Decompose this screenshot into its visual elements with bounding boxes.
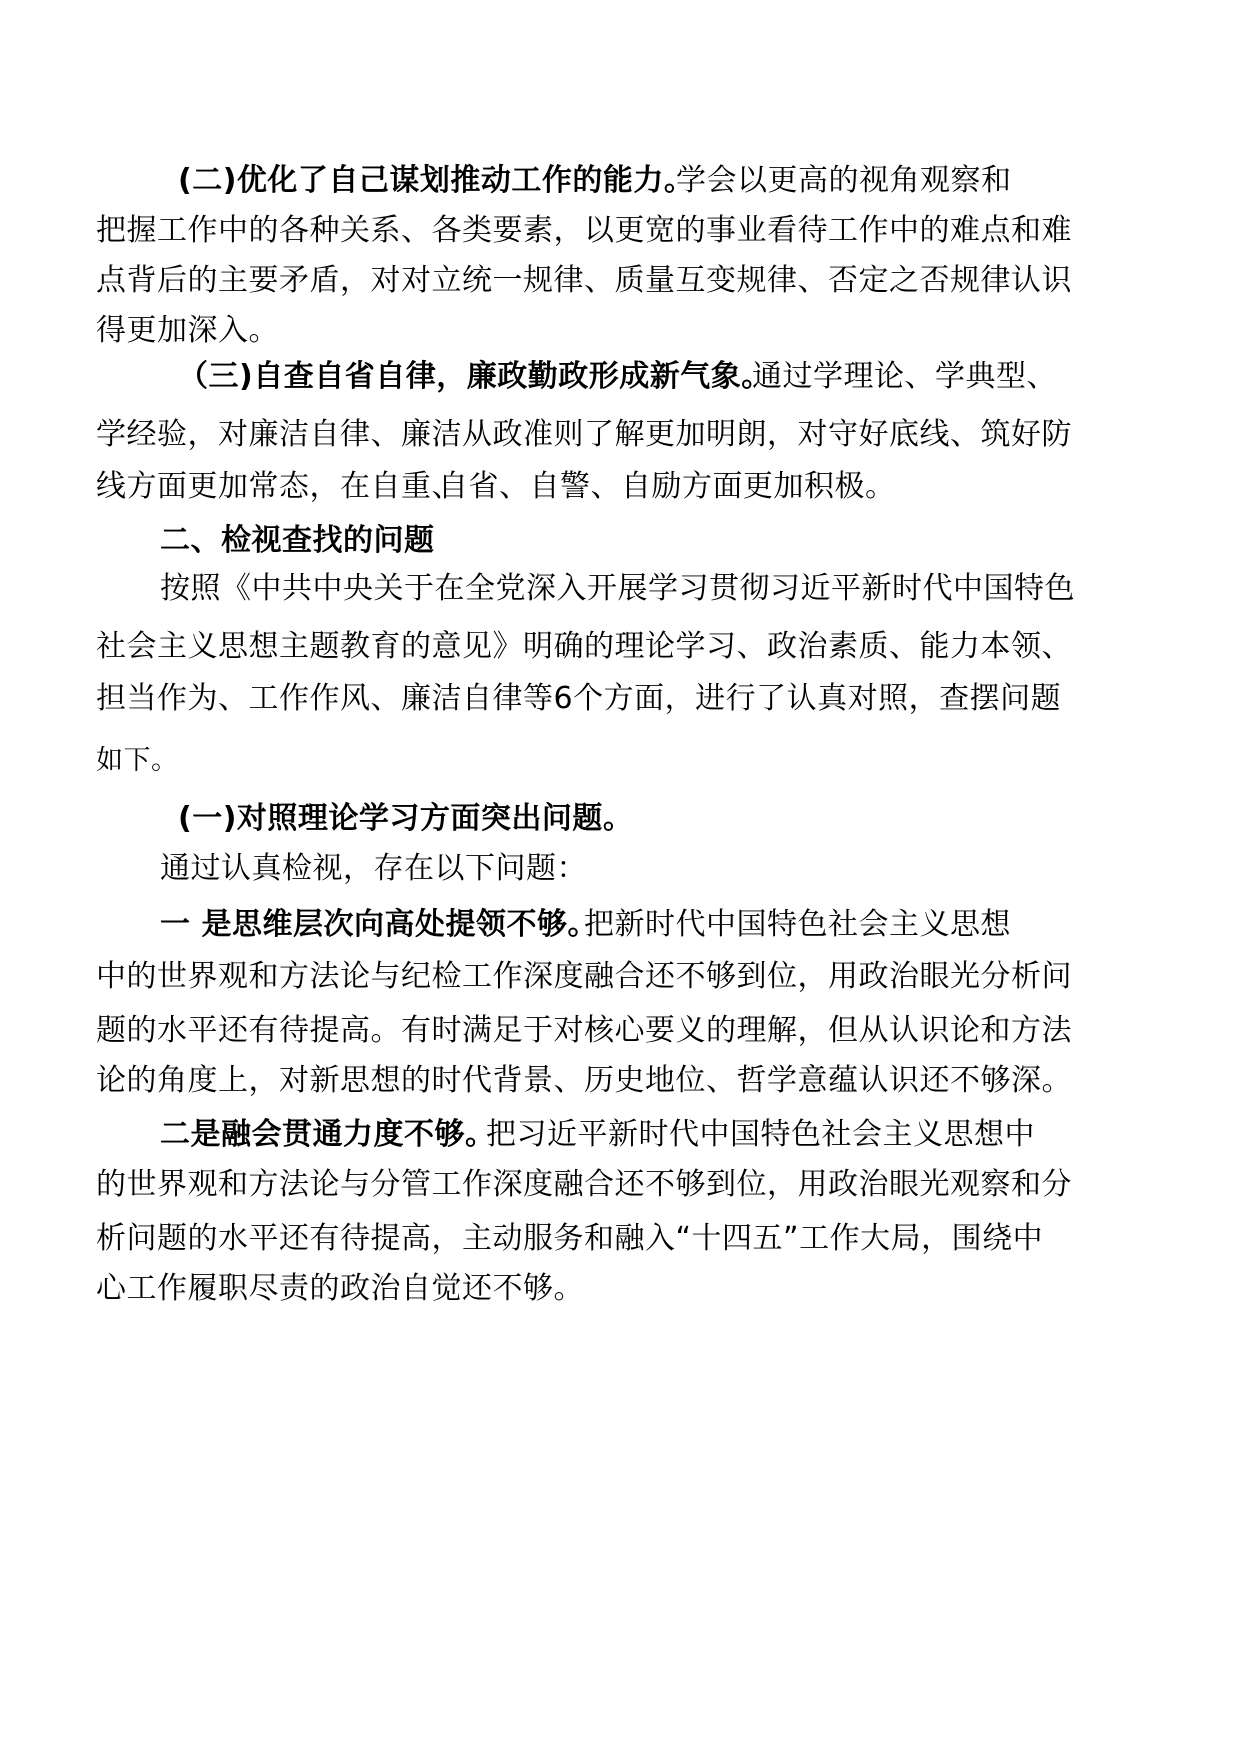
paragraph-line: 心工作履职尽责的政治自觉还不够。: [96, 1271, 584, 1306]
paragraph-line: 自省、自警、自励方面更加积极。: [438, 469, 896, 504]
paragraph-line: 线方面更加常态，在自重、: [96, 469, 462, 504]
paragraph-line: 学会以更高的视角观察和: [676, 163, 1012, 198]
paragraph-line: 论的角度上，对新思想的时代背景、历史地位、哲学意蕴认识还不够深。: [96, 1063, 1072, 1098]
subheading-1: (一)对照理论学习方面突出问题。: [178, 801, 634, 836]
paragraph-line: 通过学理论、学典型、: [752, 359, 1057, 394]
paragraph-line: 的世界观和方法论与分管工作深度融合还不够到位，用政治眼光观察和分: [96, 1167, 1072, 1202]
paragraph-line: 得更加深入。: [96, 313, 279, 348]
paragraph-line: 担当作为、工作作风、廉洁自律等6个方面，进行了认真对照，查摆问题: [96, 681, 1062, 716]
paragraph-line: 把握工作中的各种关系、各类要素，以更宽的事业看待工作中的难点和难: [96, 213, 1072, 248]
paragraph-line: 按照《中共中央关于在全党深入开展学习贯彻习近平新时代中国特色: [160, 571, 1075, 606]
section-heading: 二、检视查找的问题: [160, 523, 435, 558]
item-heading-2: 二是融会贯通力度不够。: [160, 1117, 496, 1152]
paragraph-line: 中的世界观和方法论与纪检工作深度融合还不够到位，用政治眼光分析问: [96, 959, 1072, 994]
subheading-2: (二)优化了自己谋划推动工作的能力。: [178, 163, 695, 198]
paragraph-line: 点背后的主要矛盾，对对立统一规律、质量互变规律、否定之否规律认识: [96, 263, 1072, 298]
paragraph-line: 学经验，对廉洁自律、廉洁从政准则了解更加明朗，对守好底线、筑好防: [96, 417, 1072, 452]
item-heading-1: 一 是思维层次向高处提领不够。: [160, 907, 598, 942]
subheading-3: （三)自查自省自律，廉政勤政形成新气象。: [178, 359, 772, 394]
paragraph-line: 如下。: [96, 745, 179, 776]
paragraph-line: 通过认真检视，存在以下问题：: [160, 851, 587, 886]
paragraph-line: 题的水平还有待提高。有时满足于对核心要义的理解，但从认识论和方法: [96, 1013, 1072, 1048]
paragraph-line: 社会主义思想主题教育的意见》明确的理论学习、政治素质、能力本领、: [96, 629, 1072, 664]
paragraph-line: 把习近平新时代中国特色社会主义思想中: [486, 1117, 1035, 1152]
paragraph-line: 析问题的水平还有待提高，主动服务和融入“十四五”工作大局，围绕中: [96, 1221, 1044, 1256]
paragraph-line: 把新时代中国特色社会主义思想: [584, 907, 1011, 942]
